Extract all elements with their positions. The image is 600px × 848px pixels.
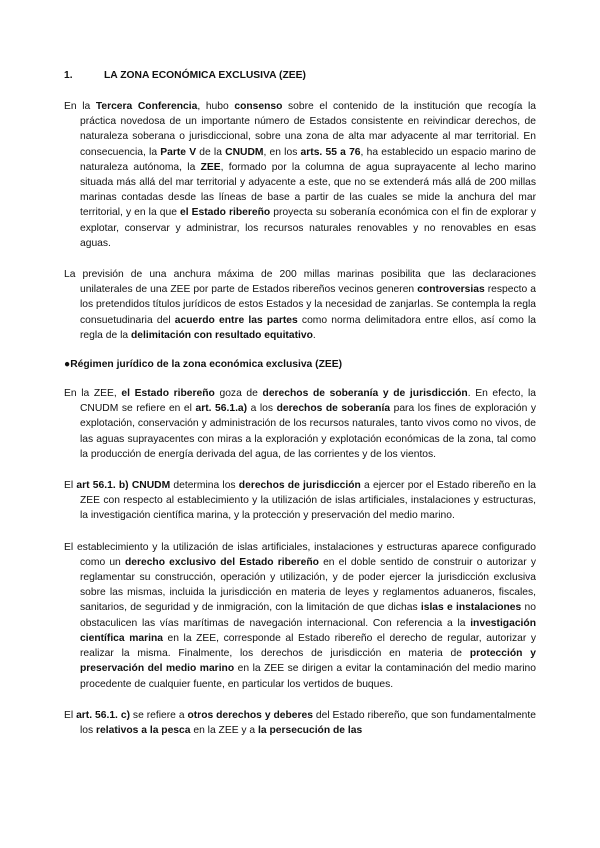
- text-run: respecto a los pretendidos títulos jurídicos de estos Estados y la necesidad de zanjarlas. Se contempla la regla consuetudinaria del: [80, 284, 536, 326]
- bold-text: el Estado ribereño: [121, 388, 215, 400]
- subheading-regimen-juridico: ●Régimen jurídico de la zona económica exclusiva (ZEE): [64, 359, 343, 371]
- bold-text: controversias: [417, 284, 485, 296]
- text-run: en el doble sentido de construir o autorizar y reglamentar su construcción, operación y utilización, y de poder ejercer la jurisdicción exclusiva sobre las mismas, incluida la jurisdicción en materia de leyes y reglamentos aduaneros, fiscales, sanitarios, de seguridad y de inmigración, con la limitación de que dichas: [80, 556, 536, 614]
- text-run: en la ZEE y a: [190, 724, 259, 736]
- paragraph: [64, 99, 536, 251]
- bold-text: consenso: [234, 101, 283, 112]
- text-run: no obstaculicen las vías marítimas de navegación internacional. Con referencia a la: [80, 602, 536, 629]
- bold-text: delimitación con resultado equitativo: [130, 329, 313, 341]
- paragraph-group-regimen: [64, 386, 536, 738]
- bold-text: otros derechos y deberes: [187, 709, 313, 721]
- bold-text: derecho exclusivo del Estado ribereño: [124, 556, 319, 568]
- paragraph: [64, 267, 536, 343]
- bold-text: arts. 55 a 76: [300, 146, 361, 158]
- text-run: En la: [64, 101, 96, 112]
- text-run: El establecimiento y la utilización de islas artificiales, instalaciones y estructuras aparece configurado como un: [64, 541, 536, 568]
- bold-text: el Estado ribereño: [179, 207, 271, 219]
- bold-text: CNUDM: [225, 146, 264, 158]
- text-run: se refiere a: [130, 709, 188, 721]
- text-run: del Estado ribereño, que son fundamentalmente los: [80, 709, 536, 736]
- section-number: 1.: [64, 70, 73, 81]
- text-run: de la: [196, 146, 226, 158]
- text-run: sobre el contenido de la institución que recogía la práctica novedosa de un importante número de Estados consistente en reivindicar derechos, de naturaleza soberana o jurisdiccional, sobre una zona de alta mar adyacente al mar territorial. En consecuencia, la: [80, 101, 536, 158]
- paragraph: [64, 478, 536, 524]
- text-run: proyecta su soberanía económica con el fin de explorar y explotar, conservar y administrar, los recursos naturales renovables y no renovables en esas aguas.: [80, 207, 537, 249]
- text-run: La previsión de una anchura máxima de 200 millas marinas posibilita que las declaraciones unilaterales de una ZEE por parte de Estados ribereños vecinos generen: [64, 269, 536, 296]
- bold-text: art. 56.1. c): [76, 709, 130, 721]
- text-run: .: [312, 329, 316, 341]
- bold-text: derechos de jurisdicción: [238, 480, 361, 492]
- text-run: , formado por la columna de agua suprayacente al lecho marino situada más allá del mar territorial y adyacente a este, que no se extenderá más allá de 200 millas marinas contadas desde las líneas de base a partir de las cuales se mide la anchura del mar territorial, y en la que: [80, 161, 536, 219]
- bold-text: Parte V: [160, 146, 197, 158]
- section-heading: [64, 70, 536, 81]
- text-run: en la ZEE se dirigen a evitar la contaminación del medio marino procedente de cualquier fuente, en particular los vertidos de buques.: [80, 663, 537, 690]
- text-run: . En efecto, la CNUDM se refiere en el: [80, 388, 537, 415]
- paragraph: [64, 540, 536, 692]
- bold-text: art 56.1. b) CNUDM: [76, 480, 171, 492]
- bold-text: relativos a la pesca: [96, 724, 191, 736]
- text-run: goza de: [214, 388, 263, 400]
- bold-text: derechos de soberanía: [276, 403, 391, 415]
- paragraph: [64, 708, 536, 738]
- section-title: LA ZONA ECONÓMICA EXCLUSIVA (ZEE): [104, 70, 306, 81]
- text-run: para los fines de exploración y explotación, conservación y administración de los recursos naturales, tanto vivos como no vivos, de las aguas suprayacentes con miras a la exploración y explotación económicas de la zona, tal como la producción de energía derivada del agua, de las corrientes y de los vientos.: [80, 403, 536, 460]
- text-run: en la ZEE, corresponde al Estado ribereño el derecho de regular, autorizar y realizar la misma. Finalmente, los derechos de jurisdicción en materia de: [80, 632, 536, 660]
- text-run: El: [64, 480, 77, 492]
- bold-text: ZEE: [200, 161, 221, 173]
- text-run: a los: [247, 403, 277, 415]
- paragraph: [64, 386, 536, 462]
- bold-text: la persecución de las: [258, 724, 363, 736]
- bold-text: Tercera Conferencia: [95, 101, 198, 112]
- text-run: El: [64, 709, 77, 721]
- bold-text: investigación científica marina: [80, 617, 536, 644]
- text-run: , en los: [263, 146, 301, 158]
- text-run: , ha establecido un espacio marino de naturaleza autónoma, la: [80, 146, 536, 173]
- text-run: En la ZEE,: [64, 388, 122, 400]
- text-run: determina los: [170, 480, 239, 492]
- text-run: , hubo: [197, 101, 235, 112]
- text-run: como norma delimitadora entre ellos, así como la regla de la: [80, 314, 536, 341]
- bold-text: derechos de soberanía y de jurisdicción: [262, 388, 468, 400]
- text-run: a ejercer por el Estado ribereño en la ZEE con respecto al establecimiento y la utilización de islas artificiales, instalaciones y estructuras, la investigación científica marina, y la protección y preservación del medio marino.: [80, 480, 536, 522]
- bold-text: islas e instalaciones: [420, 602, 522, 614]
- bold-text: acuerdo entre las partes: [174, 314, 298, 326]
- paragraph-group-intro: [64, 99, 536, 343]
- bold-text: art. 56.1.a): [195, 403, 248, 415]
- bold-text: protección y preservación del medio marino: [80, 648, 536, 675]
